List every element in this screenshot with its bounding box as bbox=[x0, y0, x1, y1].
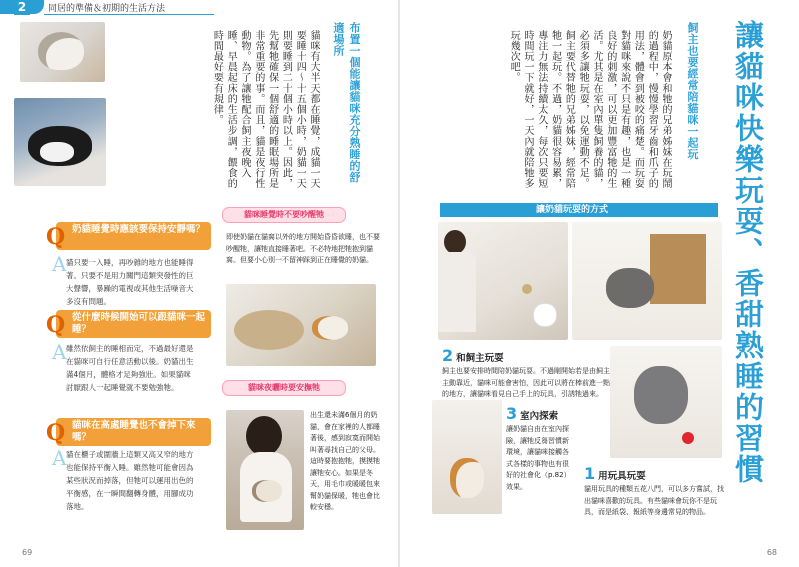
kitten-photo-2 bbox=[14, 98, 106, 186]
tip-no-disturb-text: 即使奶貓在貓窩以外的地方開始昏昏欲睡，也不要吵醒牠，讓牠直接睡著吧。不必特地把牠抱到貓窩。但要小心別一不留神踩到正在睡覺的奶貓。 bbox=[226, 233, 380, 264]
qa-answer: 雖然依飼主的睡相而定，不過最好還是在貓咪可自行任意活動以後。奶貓出生滿4個月，體格才足夠強壯。如果貓咪討厭跟人一起睡覺就不要勉強牠。 bbox=[66, 344, 194, 392]
kitten-icon bbox=[38, 32, 84, 70]
kitten-explore-photo bbox=[432, 400, 502, 514]
kitten-ball-photo bbox=[610, 346, 722, 458]
chapter-number: 2 bbox=[14, 0, 30, 15]
chapter-title: 同居的準備＆初期的生活方法 bbox=[48, 4, 166, 14]
play-section-title: 讓奶貓玩耍的方式 bbox=[536, 205, 609, 215]
qa-answer: 貓在櫃子或圍牆上這類又高又窄的地方也能保持平衡入睡。雖然牠可能會因為某些狀況而掉落，但牠可以運用出色的平衡感，在一瞬間翻轉身體，用腳成功落地。 bbox=[66, 450, 194, 511]
play-item-2-number: 2 bbox=[442, 346, 454, 365]
play-body: 奶貓原本會和牠的兄弟姊妹在玩鬧的過程中，慢慢學習牙齒和爪子的用法，體會到被咬的痛楚。而玩耍對貓咪來說不只是有趣，也是一種良好的刺激，可以更加豐富牠的生活。尤其是在室內單隻飼養的貓，必須多讓牠玩耍，以免運動不足。飼主要代替牠的兄弟姊妹，經常陪牠一起玩。不過，奶貓很容易累，專注力無法持續太久，每次只要短時間玩一下就好，一天內就陪牠多玩幾次吧。 bbox=[508, 30, 671, 189]
play-item-3-heading bbox=[506, 404, 558, 423]
kitten-icon bbox=[312, 316, 348, 340]
play-heading: 飼主也要經常陪貓咪一起玩 bbox=[686, 22, 699, 160]
person-icon bbox=[246, 416, 282, 456]
qa-question: 從什麼時候開始可以跟貓咪一起睡？ bbox=[72, 312, 206, 335]
red-ball-icon bbox=[682, 432, 694, 444]
left-page bbox=[0, 0, 399, 567]
kitten-icon bbox=[252, 480, 282, 502]
qa-question-box: Q 奶貓睡覺時應該要保持安靜嗎？ bbox=[56, 222, 211, 250]
play-item-2-text: 飼主也要安排時間陪奶貓玩耍。不過剛開始若是由飼主主動靠近，貓咪可能會害怕，因此可以將在棒前進一點的地方，讓貓咪看見自己手上的玩具，引誘牠過來。 bbox=[442, 367, 610, 398]
play-item-3-text: 讓奶貓自由在室內探險，讓牠反芻習慣新環境，讓貓咪接觸各式各樣的事物也有很好的社會化（p.82）效果。 bbox=[506, 425, 571, 491]
play-item-1-title: 用玩具玩耍 bbox=[598, 471, 646, 482]
kitten-icon bbox=[634, 366, 688, 424]
kitten-tower-photo bbox=[226, 284, 376, 366]
qa-question-box: Q 從什麼時候開始可以跟貓咪一起睡？ bbox=[56, 310, 211, 338]
tip-night-text: 出生還未滿6個月的奶貓，會在家裡的人都睡著後，感到寂寞而開始叫著尋找自己的父母。這時要抱抱牠，摸摸牠讓牠安心。如果是冬天，用毛巾或暖暖包來幫奶貓保暖，牠也會比較安穩。 bbox=[310, 411, 380, 511]
person-icon bbox=[444, 230, 466, 254]
play-section-bar bbox=[440, 203, 718, 217]
kitten-icon bbox=[606, 268, 654, 308]
kitten-bag-photo bbox=[572, 222, 722, 340]
toy-icon bbox=[522, 284, 532, 294]
page-number-left: 69 bbox=[22, 548, 33, 557]
play-item-1-text: 貓用玩具的種類五花八門，可以多方嘗試，找出貓咪喜歡的玩具。有些貓咪會玩你不是玩具，而是紙袋、報紙等身邊常見的物品。 bbox=[584, 485, 724, 516]
qa-answer-mark: A bbox=[52, 340, 67, 364]
play-item-3-number: 3 bbox=[506, 404, 518, 423]
play-item-1-number: 1 bbox=[584, 464, 596, 483]
qa-question: 奶貓睡覺時應該要保持安靜嗎？ bbox=[72, 224, 206, 235]
qa-question-box: Q 貓咪在高處睡覺也不會掉下來嗎？ bbox=[56, 418, 211, 446]
woman-kitten-photo bbox=[226, 410, 304, 530]
paper-bag-icon bbox=[650, 234, 706, 304]
qa-answer-mark: A bbox=[52, 446, 67, 470]
play-item-1-heading bbox=[584, 464, 646, 483]
kitten-photo-1 bbox=[20, 22, 105, 82]
page-number-right: 68 bbox=[766, 548, 777, 557]
sleep-heading: 布置一個能讓貓咪充分熟睡的舒適場所 bbox=[332, 22, 361, 183]
kitten-icon bbox=[534, 304, 556, 326]
play-item-3-title: 室內探索 bbox=[520, 411, 559, 422]
tip-no-disturb-title: 貓咪睡覺時不要吵醒牠 bbox=[222, 207, 346, 223]
right-page bbox=[400, 0, 799, 567]
main-title: 讓貓咪快樂玩耍、香甜熟睡的習慣 bbox=[731, 20, 765, 485]
play-item-2-title: 和飼主玩耍 bbox=[456, 353, 504, 364]
woman-toy-photo bbox=[438, 222, 568, 340]
kitten-icon bbox=[450, 458, 484, 498]
play-item-2-heading bbox=[442, 346, 504, 365]
cat-tower-icon bbox=[234, 310, 304, 350]
qa-question: 貓咪在高處睡覺也不會掉下來嗎？ bbox=[72, 420, 196, 443]
qa-answer: 貓只要一入睡，再吵雜的地方也能睡得著。只要不是用力關門這類突發性的巨大聲響，暴躁的電視或其他生活噪音大多沒有問題。 bbox=[66, 258, 194, 306]
tip-night-title: 貓咪夜曬時要安撫牠 bbox=[222, 380, 346, 396]
sleep-body: 貓咪有大半天都在睡覺，成貓一天要睡十四～十五個小時，奶貓一天則要睡到二十個小時以上。因此，先幫牠確保一個舒適的睡眠場所是非常重要的事。而且，貓是夜行性動物。為了讓牠配合飼主夜晚入睡、早晨起床的生活步調，餵食的時間最好要有規律。 bbox=[211, 30, 319, 189]
qa-answer-mark: A bbox=[52, 252, 67, 276]
